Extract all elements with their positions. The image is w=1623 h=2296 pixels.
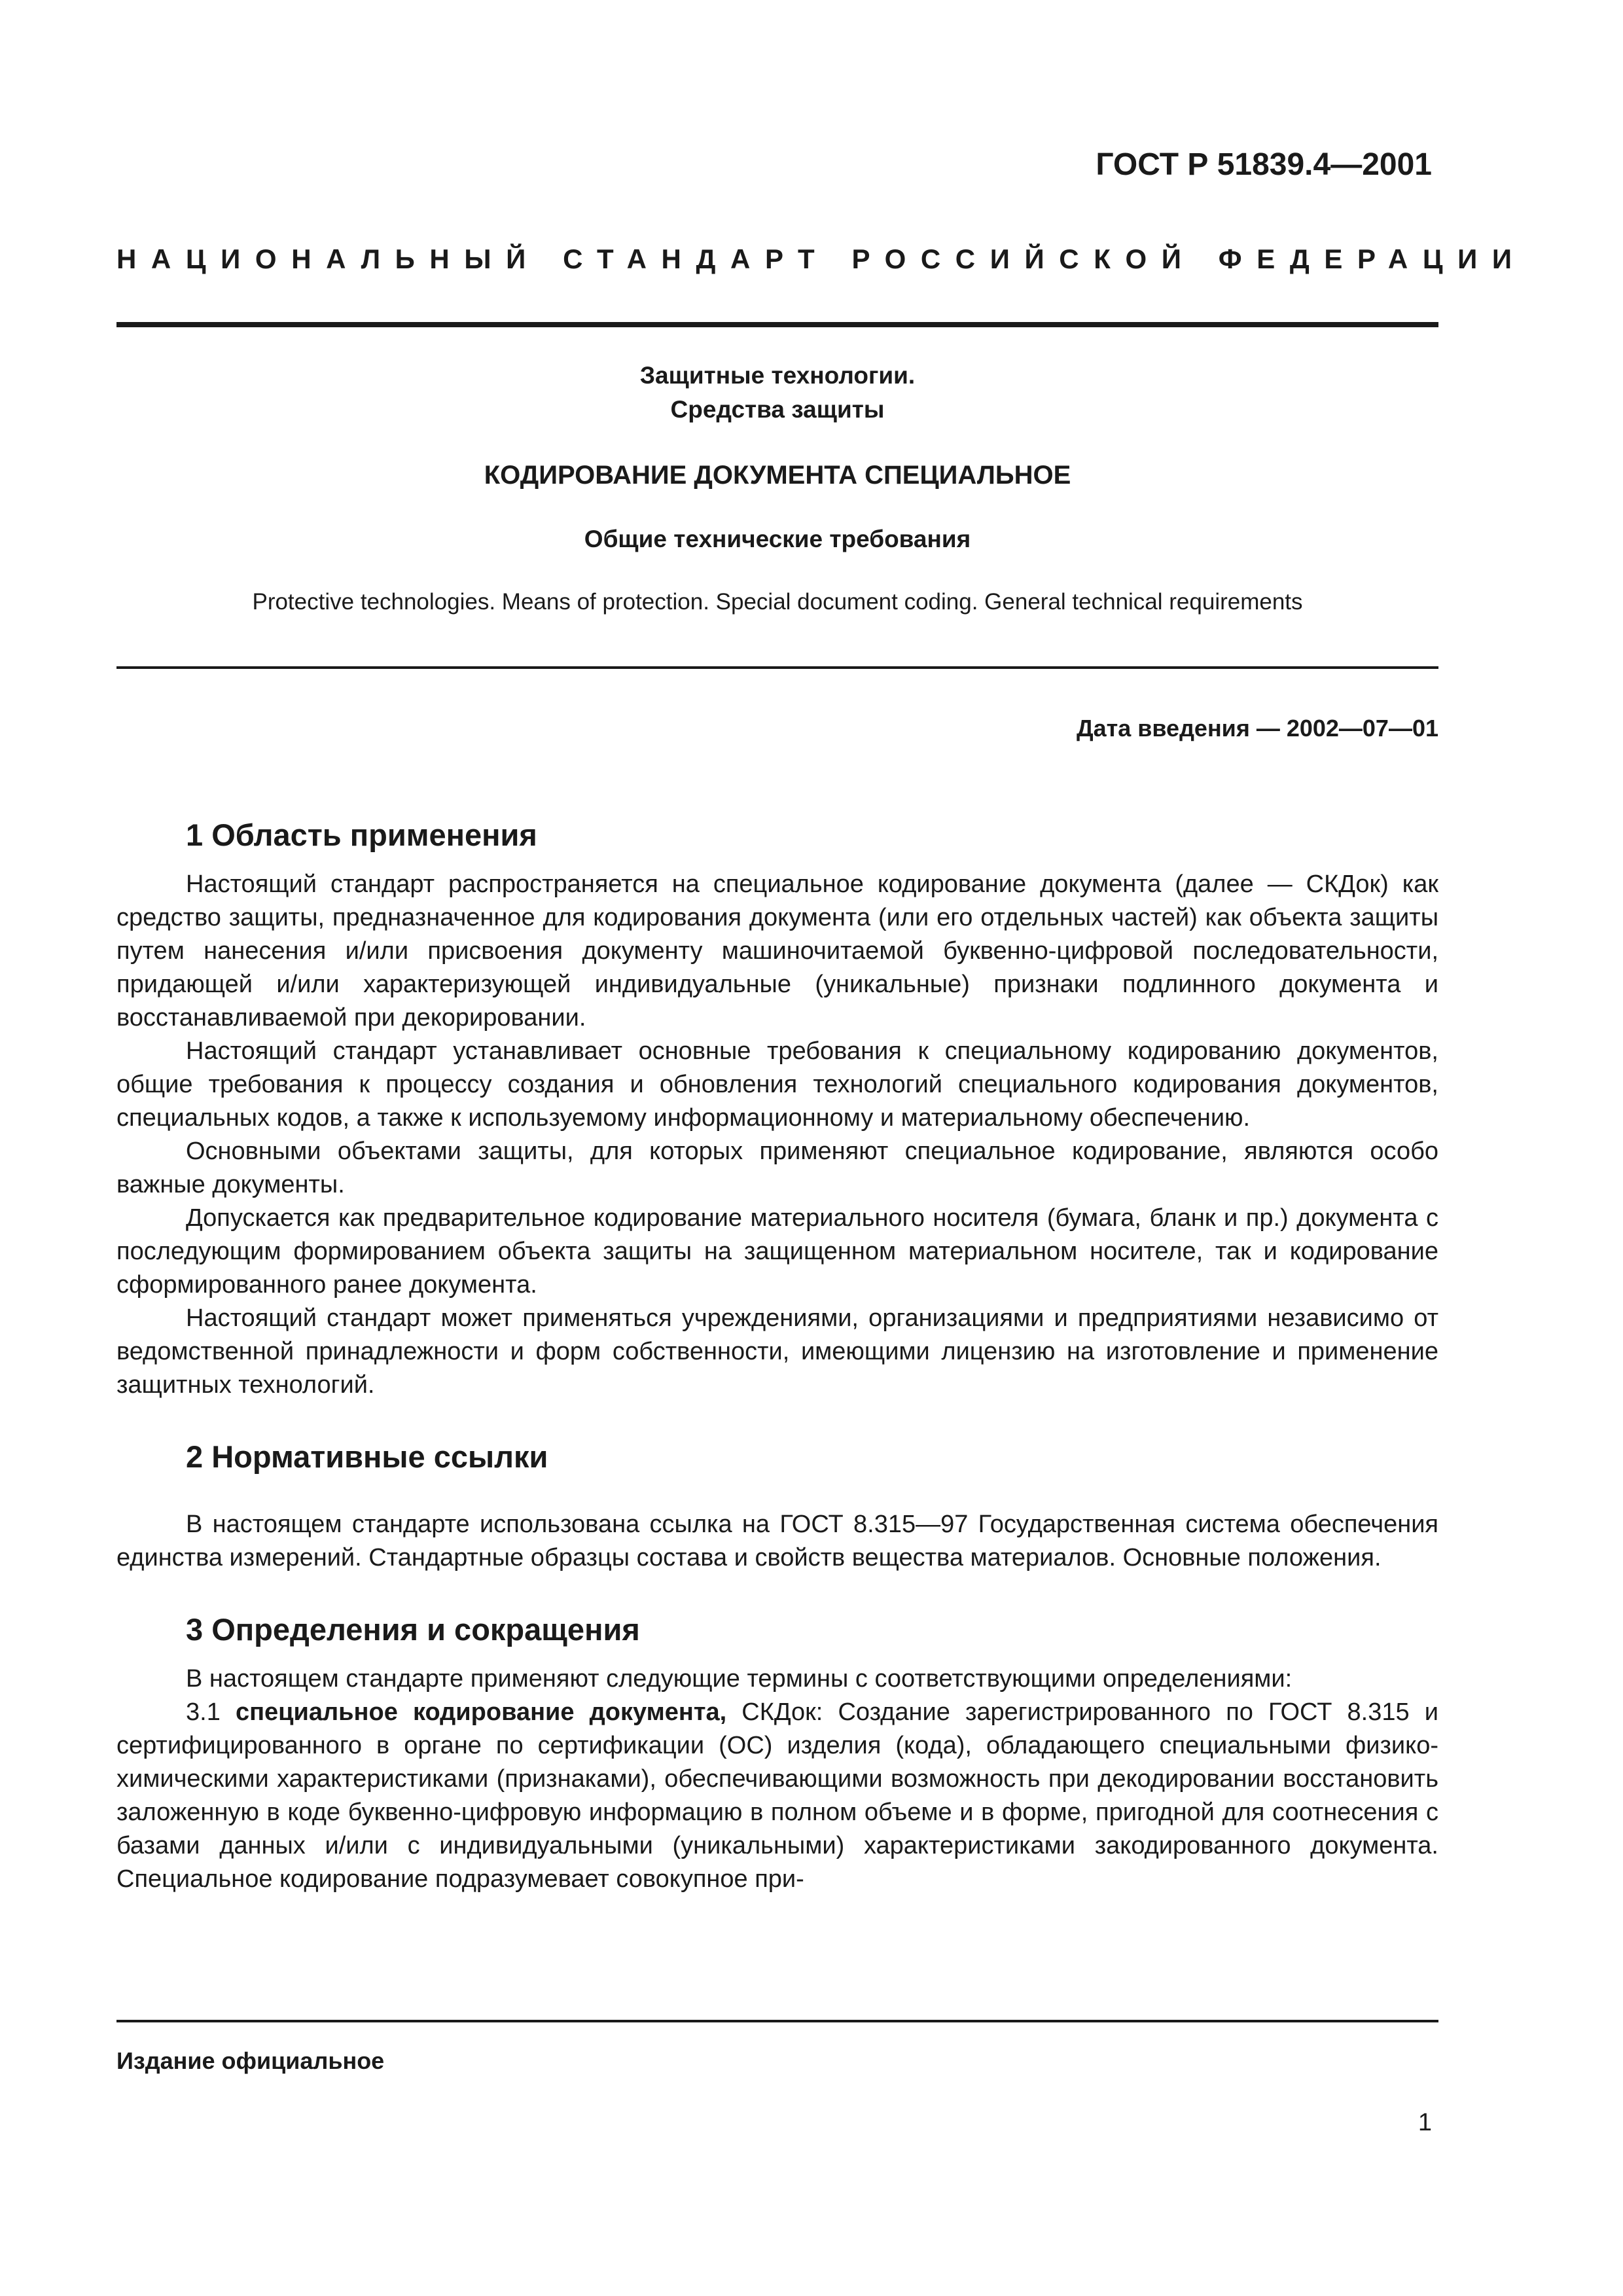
header-divider bbox=[116, 322, 1438, 327]
section-3-intro: В настоящем стандарте применяют следующие термины с соответствующими определениями: bbox=[186, 1665, 1293, 1693]
document-body bbox=[116, 814, 1438, 1896]
document-subtitle: Общие технические требования bbox=[584, 526, 971, 552]
section-1-paragraph: Настоящий стандарт может применяться учреждениями, организациями и предприятиями независимо от ведомственной принадлежности и форм собственности, имеющими лицензию на изготовление и применение защитных технологий. bbox=[116, 1304, 1438, 1399]
section-1-paragraph: Основными объектами защиты, для которых применяют специальное кодирование, являются особо важные документы. bbox=[116, 1138, 1438, 1198]
standard-number: ГОСТ Р 51839.4—2001 bbox=[1096, 147, 1432, 182]
page-number: 1 bbox=[1418, 2109, 1432, 2136]
definition-text: СКДок: Создание зарегистрированного по ГОСТ 8.315 и сертифицированного в органе по сертификации (ОС) изделия (кода), обладающего специальными физико-химическими характеристиками (признаками), обеспечивающими возможность при декодировании восстановить заложенную в коде буквенно-цифровую информацию в полном объеме и в форме, пригодной для соотнесения с базами данных и/или с индивидуальными (уникальными) характеристиками закодированного документа. Специальное кодирование подразумевает совокупное при- bbox=[116, 1698, 1438, 1893]
title-divider bbox=[116, 666, 1438, 669]
section-2-heading: 2 Нормативные ссылки bbox=[186, 1439, 548, 1474]
english-title: Protective technologies. Means of protection. Special document coding. General technical requirements bbox=[252, 589, 1303, 615]
document-title: КОДИРОВАНИЕ ДОКУМЕНТА СПЕЦИАЛЬНОЕ bbox=[484, 461, 1071, 490]
title-line-2: Средства защиты bbox=[670, 396, 885, 423]
section-1-paragraph: Настоящий стандарт устанавливает основные требования к специальному кодированию документов, общие требования к процессу создания и обновления технологий специального кодирования документов, специальных кодов, а также к используемому информационному и материальному обеспечению. bbox=[116, 1037, 1438, 1132]
section-1-paragraph: Допускается как предварительное кодирование материального носителя (бумага, бланк и пр.) документа с последующим формированием объекта защиты на защищенном материальном носителе, так и кодирование сформированного ранее документа. bbox=[116, 1204, 1438, 1299]
section-2-paragraph: В настоящем стандарте использована ссылка на ГОСТ 8.315—97 Государственная система обеспечения единства измерений. Стандартные образцы состава и свойств вещества материалов. Основные положения. bbox=[116, 1511, 1438, 1571]
national-standard-banner: НАЦИОНАЛЬНЫЙ СТАНДАРТ РОССИЙСКОЙ ФЕДЕРАЦИИ bbox=[116, 243, 1527, 274]
definition-term: специальное кодирование документа, bbox=[235, 1698, 727, 1726]
official-edition-label: Издание официальное bbox=[116, 2047, 385, 2074]
section-1-paragraph: Настоящий стандарт распространяется на специальное кодирование документа (далее — СКДок) как средство защиты, предназначенное для кодирования документа (или его отдельных частей) как объекта защиты путем нанесения и/или присвоения документу машиночитаемой буквенно-цифровой последовательности, придающей и/или характеризующей индивидуальные (уникальные) признаки подлинного документа и восстанавливаемой при декорировании. bbox=[116, 870, 1438, 1031]
section-3-heading: 3 Определения и сокращения bbox=[186, 1612, 640, 1647]
date-of-introduction: Дата введения — 2002—07—01 bbox=[1076, 715, 1438, 742]
section-1-heading: 1 Область применения bbox=[186, 817, 537, 852]
title-block bbox=[116, 359, 1438, 619]
footer-divider bbox=[116, 2020, 1438, 2022]
definition-number: 3.1 bbox=[186, 1698, 236, 1726]
title-line-1: Защитные технологии. bbox=[639, 362, 916, 389]
definition-3-1 bbox=[116, 1696, 1438, 1896]
